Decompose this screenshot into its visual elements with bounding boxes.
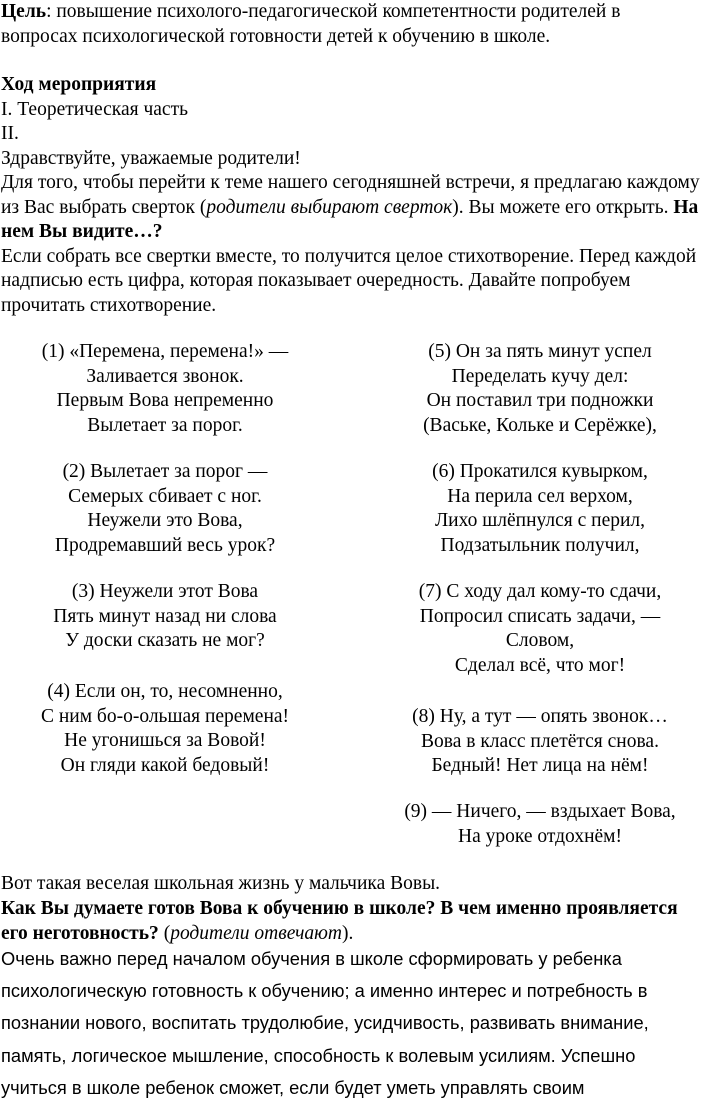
poem-line: Пять минут назад ни слова [53,605,277,627]
poem-line: На уроке отдохнём! [458,825,622,847]
poem-intro-paragraph: Если собрать все свертки вместе, то получится целое стихотворение. Перед каждой надписью есть цифра, которая показывает очередность. Давайте попробуем прочитать стихотворение. [1,245,697,316]
stanza-4 [0,680,330,778]
poem-line: (4) Если он, то, несомненно, [47,681,283,702]
stanza-3 [0,580,330,654]
intro-paragraph [1,171,701,245]
poem-line: Первым Вова непременно [56,390,274,411]
intro-italic-note: родители выбирают сверток [206,196,453,218]
greeting: Здравствуйте, уважаемые родители! [1,147,301,169]
stanza-1 [0,340,330,438]
poem-line: Неужели это Вова, [87,510,243,531]
question-text: Как Вы думаете готов Вова к обучению в школе? В чем именно проявляется его неготовность? [1,898,678,944]
poem-line: (2) Вылетает за порог — [62,461,268,482]
goal-label: Цель [1,1,47,22]
goal-paragraph [1,0,701,49]
poem-line: На перила сел верхом, [447,485,633,507]
closing-paragraph: Очень важно перед началом обучения в школе сформировать у ребенка психологическую готовность к обучению; а именно интерес и потребность в познании нового, воспитать трудолюбие, усидчивость, развивать внимание, память, логическое мышление, способность к волевым усилиям. Успешно учиться в школе ребенок сможет, если будет уметь управлять своим [1,948,649,1098]
intro-question: На нем Вы видите…? [1,196,699,242]
poem-line: Он поставил три подножки [426,390,654,411]
poem-line: Семерых сбивает с ног. [68,485,262,507]
poem-line: (9) — Ничего, — вздыхает Вова, [404,801,676,822]
poem-line: Вылетает за порог. [87,414,243,436]
poem-line: Он гляди какой бедовый! [60,754,270,776]
poem-line: (Ваське, Кольке и Серёжке), [423,414,657,436]
poem-line: Попросил списать задачи, — [419,605,661,627]
poem-line: У доски сказать не мог? [65,630,265,651]
part-two: II. [1,123,19,144]
stanza-2 [0,460,330,558]
intro-text-before: Для того, чтобы перейти к теме нашего сегодняшней встречи, я предлагаю каждому из Вас выбрать сверток ( [1,172,700,218]
poem-line: Не угонишься за Вовой! [64,730,266,751]
stanza-7 [372,580,704,678]
poem-line: (3) Неужели этот Вова [71,581,259,602]
poem-line: (8) Ну, а тут — опять звонок… [412,706,668,727]
poem-line: Лихо шлёпнулся с перил, [434,510,646,531]
part-one: I. Теоретическая часть [1,98,188,120]
poem-line: Переделать кучу дел: [451,365,629,387]
stanza-6 [372,460,704,558]
poem-line: Вова в класс плетётся снова. [421,730,659,752]
poem-line: (6) Прокатился кувырком, [432,461,648,482]
question-paren-open: ( [158,922,171,944]
stanza-9 [372,800,704,849]
stanza-5 [372,340,704,438]
question-paragraph [1,897,701,946]
poem-line: Продремавший весь урок? [54,534,276,556]
event-heading: Ход мероприятия [1,74,157,95]
poem-line: Словом, [505,630,575,651]
poem-line: (1) «Перемена, перемена!» — [41,341,289,362]
stanza-8 [372,705,704,779]
poem-line: С ним бо-о-ольшая перемена! [40,705,290,727]
question-paren-close: ). [342,922,354,944]
question-italic-note: родители отвечают [170,922,343,944]
summary-line: Вот такая веселая школьная жизнь у мальчика Вовы. [1,873,441,894]
goal-text: : повышение психолого-педагогической компетентности родителей в вопросах психологической готовности детей к обучению в школе. [1,1,621,47]
intro-text-after: ). Вы можете его открыть. [452,196,674,218]
poem-line: Бедный! Нет лица на нём! [431,755,649,776]
poem-line: (5) Он за пять минут успел [428,341,652,362]
poem-line: Заливается звонок. [86,365,244,387]
poem-line: Подзатыльник получил, [440,534,640,556]
poem-line: Сделал всё, что мог! [454,654,626,676]
poem-line: (7) С ходу дал кому-то сдачи, [418,581,662,602]
